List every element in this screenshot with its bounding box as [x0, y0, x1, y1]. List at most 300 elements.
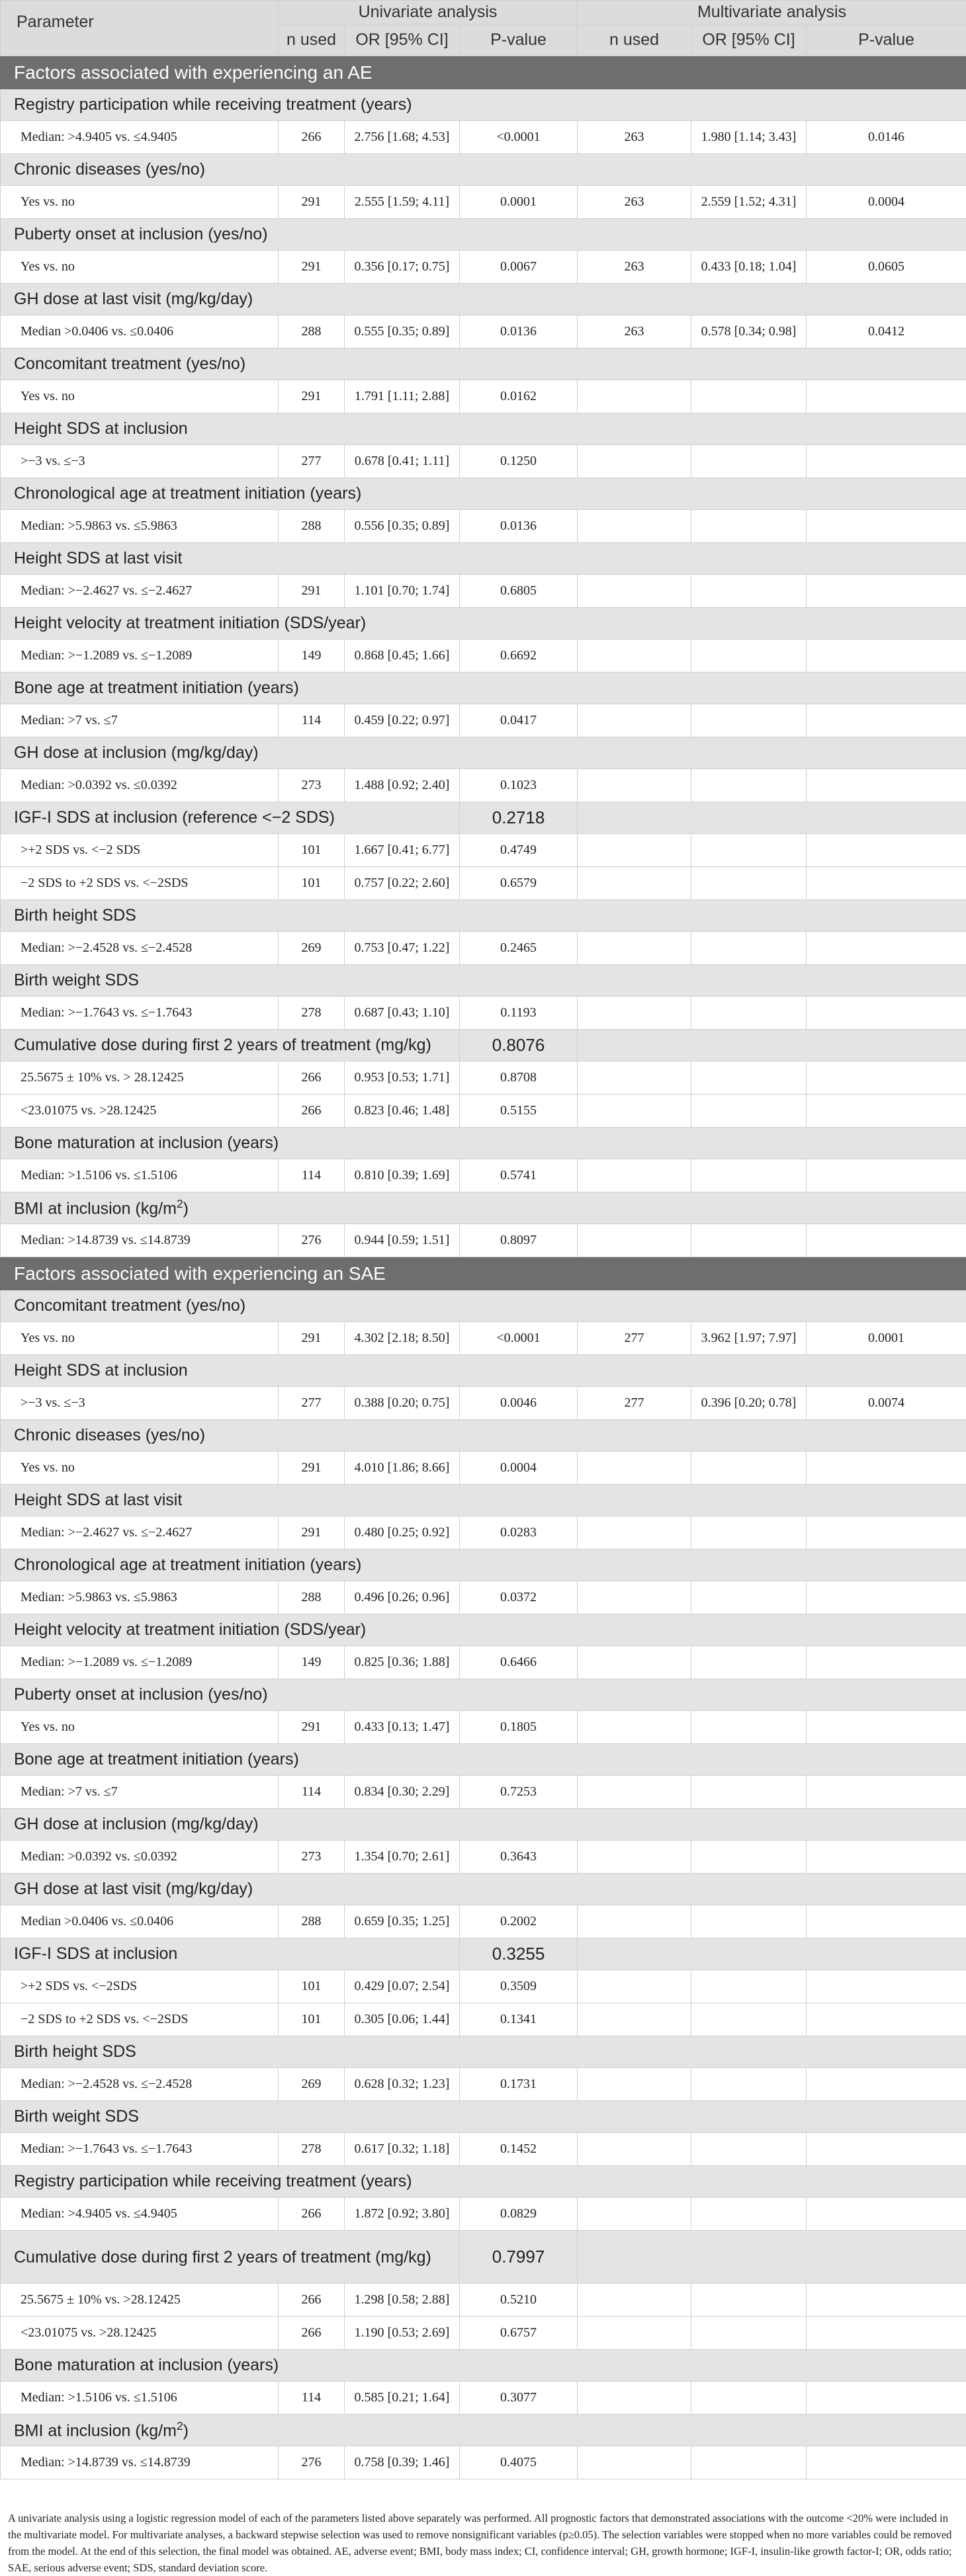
or-ci-cell: 0.305 [0.06; 1.44]: [345, 2003, 460, 2036]
n-used-cell: 101: [279, 2003, 345, 2036]
parameter-name: [1, 1355, 966, 1387]
multi-n-used-cell: [578, 510, 691, 543]
parameter-row: [1, 154, 966, 186]
parameter-row: [1, 1128, 966, 1159]
comparison-cell: Yes vs. no: [1, 251, 279, 284]
multi-or-ci-cell: [691, 2068, 807, 2101]
parameter-name: [1, 219, 966, 251]
multi-p-value-cell: 0.0146: [807, 121, 966, 154]
parameter-name: [1, 900, 966, 932]
multi-p-value-cell: [807, 1841, 966, 1874]
table-row: [1, 1061, 966, 1095]
multi-or-ci-cell: [691, 2133, 807, 2166]
comparison-cell: <23.01075 vs. >28.12425: [1, 1095, 279, 1128]
or-ci-cell: 1.488 [0.92; 2.40]: [345, 769, 460, 802]
multi-p-value-cell: [807, 1224, 966, 1257]
table-row: [1, 2446, 966, 2479]
parameter-row: [1, 1809, 966, 1841]
multi-or-ci-cell: [691, 1905, 807, 1938]
n-used-cell: 269: [279, 2068, 345, 2101]
or-ci-cell: 0.834 [0.30; 2.29]: [345, 1776, 460, 1809]
or-ci-cell: 0.753 [0.47; 1.22]: [345, 932, 460, 965]
multi-n-used-cell: 263: [578, 186, 691, 219]
multi-p-value-cell: [807, 704, 966, 737]
parameter-name-text: Height velocity at treatment initiation (SDS/year): [14, 614, 366, 632]
parameter-row: [1, 2036, 966, 2068]
parameter-name: [1, 673, 966, 704]
or-ci-cell: 0.953 [0.53; 1.71]: [345, 1061, 460, 1095]
parameter-name: [1, 2166, 966, 2198]
or-ci-cell: 2.555 [1.59; 4.11]: [345, 186, 460, 219]
table-row: [1, 251, 966, 284]
multi-n-used-cell: [578, 769, 691, 802]
multi-or-ci-cell: [691, 1970, 807, 2003]
multi-p-value-cell: [807, 1452, 966, 1485]
parameter-header: Parameter: [1, 1, 279, 56]
or-ci-cell: 1.101 [0.70; 1.74]: [345, 575, 460, 608]
n-used-cell: 291: [279, 1711, 345, 1744]
p-value-cell: 0.5741: [460, 1159, 578, 1192]
n-used-cell: 277: [279, 1387, 345, 1420]
multi-or-ci-cell: 0.433 [0.18; 1.04]: [691, 251, 807, 284]
multi-p-value-cell: [807, 1517, 966, 1550]
p-value-cell: 0.8097: [460, 1224, 578, 1257]
parameter-row: [1, 219, 966, 251]
p-value-cell: 0.6579: [460, 867, 578, 900]
header-row-groups: [1, 1, 966, 24]
parameter-name: [1, 478, 966, 510]
or-ci-cell: 0.388 [0.20; 0.75]: [345, 1387, 460, 1420]
multi-p-value-cell: [807, 1711, 966, 1744]
p-value-cell: 0.1731: [460, 2068, 578, 2101]
parameter-name-text: Height SDS at last visit: [14, 549, 182, 567]
p-value-cell: 0.6805: [460, 575, 578, 608]
multi-or-ci-cell: [691, 997, 807, 1030]
or-ci-cell: 1.354 [0.70; 2.61]: [345, 1841, 460, 1874]
p-value-cell: 0.6466: [460, 1646, 578, 1679]
parameter-name: [1, 2350, 966, 2382]
or-ci-cell: 0.480 [0.25; 0.92]: [345, 1517, 460, 1550]
parameter-name: [1, 543, 966, 575]
multi-or-ci-cell: [691, 1159, 807, 1192]
p-value-cell: 0.6692: [460, 640, 578, 673]
multi-n-used-cell: [578, 1646, 691, 1679]
parameter-row: [1, 737, 966, 769]
multi-or-ci-cell: [691, 2284, 807, 2317]
p-value-cell: 0.0829: [460, 2198, 578, 2231]
n-used-cell: 266: [279, 1061, 345, 1095]
parameter-row: [1, 608, 966, 640]
multi-or-ci-cell: [691, 2382, 807, 2415]
table-row: [1, 2198, 966, 2231]
multi-or-ci-cell: [691, 1581, 807, 1614]
or-ci-cell: 2.756 [1.68; 4.53]: [345, 121, 460, 154]
table-row: [1, 315, 966, 349]
n-used-cell: 101: [279, 867, 345, 900]
p-value-cell: 0.8708: [460, 1061, 578, 1095]
comparison-cell: −2 SDS to +2 SDS vs. <−2SDS: [1, 867, 279, 900]
table-row: [1, 1711, 966, 1744]
col-header-or-ci: OR [95% CI]: [691, 24, 807, 56]
parameter-name-text: BMI at inclusion (kg/m: [14, 1200, 177, 1218]
col-header-n-used: n used: [578, 24, 691, 56]
comparison-cell: Median: >14.8739 vs. ≤14.8739: [1, 1224, 279, 1257]
or-ci-cell: 4.302 [2.18; 8.50]: [345, 1322, 460, 1355]
comparison-cell: Median: >7 vs. ≤7: [1, 704, 279, 737]
multi-n-used-cell: [578, 1711, 691, 1744]
parameter-row: [1, 1938, 966, 1970]
multi-n-used-cell: [578, 704, 691, 737]
parameter-row: [1, 89, 966, 121]
n-used-cell: 278: [279, 997, 345, 1030]
comparison-cell: Median >0.0406 vs. ≤0.0406: [1, 1905, 279, 1938]
parameter-name-text: GH dose at inclusion (mg/kg/day): [14, 743, 259, 762]
multivariate-header: Multivariate analysis: [578, 1, 966, 24]
table-row: [1, 2003, 966, 2036]
table-row: [1, 1776, 966, 1809]
parameter-name: [1, 737, 966, 769]
parameter-name: [1, 1679, 966, 1711]
p-value-cell: 0.1193: [460, 997, 578, 1030]
table-row: [1, 1905, 966, 1938]
multi-or-ci-cell: [691, 932, 807, 965]
comparison-cell: Yes vs. no: [1, 1322, 279, 1355]
parameter-name: [1, 1938, 460, 1970]
multi-or-ci-cell: [691, 769, 807, 802]
table-row: [1, 834, 966, 867]
table-body: [1, 56, 966, 2479]
n-used-cell: 288: [279, 1581, 345, 1614]
n-used-cell: 278: [279, 2133, 345, 2166]
multi-p-value-cell: [807, 1581, 966, 1614]
table-row: [1, 2068, 966, 2101]
parameter-row: [1, 1420, 966, 1452]
parameter-name-text: Birth weight SDS: [14, 2107, 139, 2126]
empty-cell: [578, 802, 966, 834]
multi-or-ci-cell: [691, 510, 807, 543]
parameter-name-text: Puberty onset at inclusion (yes/no): [14, 1685, 268, 1704]
n-used-cell: 114: [279, 1776, 345, 1809]
parameter-name-text: Chronic diseases (yes/no): [14, 1426, 205, 1444]
multi-n-used-cell: [578, 640, 691, 673]
parameter-name-text: Bone age at treatment initiation (years): [14, 1750, 299, 1768]
or-ci-cell: 0.459 [0.22; 0.97]: [345, 704, 460, 737]
col-header-n-used: n used: [279, 24, 345, 56]
n-used-cell: 266: [279, 1095, 345, 1128]
multi-p-value-cell: [807, 2317, 966, 2350]
overall-p-value: 0.3255: [460, 1938, 578, 1970]
multi-or-ci-cell: [691, 1061, 807, 1095]
p-value-cell: 0.1805: [460, 1711, 578, 1744]
parameter-row: [1, 1192, 966, 1224]
parameter-name-text: IGF-I SDS at inclusion (reference <−2 SDS): [14, 808, 335, 827]
parameter-name-text: Bone maturation at inclusion (years): [14, 2356, 279, 2374]
parameter-name: [1, 89, 966, 121]
multi-p-value-cell: 0.0004: [807, 186, 966, 219]
parameter-name: [1, 413, 966, 445]
p-value-cell: <0.0001: [460, 1322, 578, 1355]
parameter-name-text: Chronological age at treatment initiation (years): [14, 484, 361, 503]
parameter-name: [1, 802, 460, 834]
parameter-name: [1, 1128, 966, 1159]
parameter-row: [1, 2101, 966, 2133]
multi-n-used-cell: 263: [578, 315, 691, 349]
parameter-name-text: Height SDS at last visit: [14, 1491, 182, 1509]
multi-p-value-cell: 0.0074: [807, 1387, 966, 1420]
or-ci-cell: 0.433 [0.13; 1.47]: [345, 1711, 460, 1744]
multi-or-ci-cell: 1.980 [1.14; 3.43]: [691, 121, 807, 154]
parameter-row: [1, 1614, 966, 1646]
multi-p-value-cell: [807, 2382, 966, 2415]
parameter-name-text: GH dose at inclusion (mg/kg/day): [14, 1815, 259, 1833]
table-row: [1, 121, 966, 154]
table-row: [1, 1322, 966, 1355]
multi-p-value-cell: [807, 2003, 966, 2036]
or-ci-cell: 0.825 [0.36; 1.88]: [345, 1646, 460, 1679]
table-row: [1, 380, 966, 413]
n-used-cell: 276: [279, 1224, 345, 1257]
table-row: [1, 1646, 966, 1679]
table-row: [1, 997, 966, 1030]
n-used-cell: 149: [279, 640, 345, 673]
n-used-cell: 114: [279, 1159, 345, 1192]
table-row: [1, 445, 966, 478]
overall-p-value: 0.8076: [460, 1030, 578, 1061]
table-row: [1, 932, 966, 965]
multi-p-value-cell: [807, 769, 966, 802]
multi-n-used-cell: [578, 1970, 691, 2003]
multi-n-used-cell: [578, 1905, 691, 1938]
n-used-cell: 101: [279, 834, 345, 867]
or-ci-cell: 0.810 [0.39; 1.69]: [345, 1159, 460, 1192]
parameter-name: [1, 2036, 966, 2068]
n-used-cell: 291: [279, 1322, 345, 1355]
multi-or-ci-cell: [691, 445, 807, 478]
multi-or-ci-cell: [691, 1224, 807, 1257]
parameter-row: [1, 2415, 966, 2446]
comparison-cell: Median >0.0406 vs. ≤0.0406: [1, 315, 279, 349]
multi-n-used-cell: [578, 997, 691, 1030]
comparison-cell: Median: >−2.4627 vs. ≤−2.4627: [1, 575, 279, 608]
comparison-cell: Median: >1.5106 vs. ≤1.5106: [1, 1159, 279, 1192]
comparison-cell: Median: >5.9863 vs. ≤5.9863: [1, 510, 279, 543]
multi-p-value-cell: [807, 867, 966, 900]
table-row: [1, 1159, 966, 1192]
multi-or-ci-cell: [691, 1452, 807, 1485]
n-used-cell: 114: [279, 704, 345, 737]
superscript: 2: [177, 2419, 183, 2432]
multi-p-value-cell: [807, 1646, 966, 1679]
table-row: [1, 1224, 966, 1257]
n-used-cell: 291: [279, 1452, 345, 1485]
comparison-cell: Median: >−1.2089 vs. ≤−1.2089: [1, 1646, 279, 1679]
multi-or-ci-cell: [691, 704, 807, 737]
comparison-cell: >+2 SDS vs. <−2 SDS: [1, 834, 279, 867]
multi-n-used-cell: [578, 1581, 691, 1614]
multi-p-value-cell: [807, 640, 966, 673]
parameter-row: [1, 543, 966, 575]
or-ci-cell: 0.823 [0.46; 1.48]: [345, 1095, 460, 1128]
col-header-p-value: P-value: [460, 24, 578, 56]
comparison-cell: Median: >4.9405 vs. ≤4.9405: [1, 121, 279, 154]
parameter-name-text: Concomitant treatment (yes/no): [14, 1296, 245, 1315]
multi-p-value-cell: [807, 1095, 966, 1128]
parameter-name-text: GH dose at last visit (mg/kg/day): [14, 1880, 253, 1898]
parameter-row: [1, 1744, 966, 1776]
multi-or-ci-cell: 0.578 [0.34; 0.98]: [691, 315, 807, 349]
parameter-row: [1, 284, 966, 315]
multi-n-used-cell: [578, 2317, 691, 2350]
comparison-cell: Median: >−2.4627 vs. ≤−2.4627: [1, 1517, 279, 1550]
multi-p-value-cell: [807, 2446, 966, 2479]
multi-or-ci-cell: [691, 1517, 807, 1550]
or-ci-cell: 0.356 [0.17; 0.75]: [345, 251, 460, 284]
multi-n-used-cell: [578, 1841, 691, 1874]
parameter-name-text: Puberty onset at inclusion (yes/no): [14, 225, 268, 243]
p-value-cell: 0.0283: [460, 1517, 578, 1550]
table-row: [1, 1581, 966, 1614]
parameter-row: [1, 965, 966, 997]
comparison-cell: Median: >7 vs. ≤7: [1, 1776, 279, 1809]
parameter-name-text: BMI at inclusion (kg/m: [14, 2422, 177, 2440]
multi-n-used-cell: 263: [578, 251, 691, 284]
multi-n-used-cell: [578, 2198, 691, 2231]
p-value-cell: 0.1452: [460, 2133, 578, 2166]
parameter-row: [1, 2166, 966, 2198]
parameter-name: [1, 1744, 966, 1776]
parameter-name-text: Birth height SDS: [14, 2042, 136, 2061]
table-row: [1, 704, 966, 737]
table-row: [1, 186, 966, 219]
p-value-cell: 0.1341: [460, 2003, 578, 2036]
p-value-cell: 0.0001: [460, 186, 578, 219]
or-ci-cell: 1.872 [0.92; 3.80]: [345, 2198, 460, 2231]
multi-p-value-cell: [807, 2068, 966, 2101]
n-used-cell: 291: [279, 186, 345, 219]
n-used-cell: 266: [279, 121, 345, 154]
multi-n-used-cell: 277: [578, 1322, 691, 1355]
p-value-cell: 0.7253: [460, 1776, 578, 1809]
parameter-name-text: Cumulative dose during first 2 years of treatment (mg/kg): [14, 1036, 431, 1054]
parameter-name: [1, 349, 966, 380]
p-value-cell: 0.0046: [460, 1387, 578, 1420]
parameter-name: [1, 284, 966, 315]
multi-p-value-cell: [807, 2284, 966, 2317]
parameter-name-text: Registry participation while receiving treatment (years): [14, 2172, 412, 2190]
table-row: [1, 1387, 966, 1420]
multi-p-value-cell: [807, 834, 966, 867]
comparison-cell: Median: >4.9405 vs. ≤4.9405: [1, 2198, 279, 2231]
multi-n-used-cell: [578, 1517, 691, 1550]
or-ci-cell: 0.678 [0.41; 1.11]: [345, 445, 460, 478]
comparison-cell: −2 SDS to +2 SDS vs. <−2SDS: [1, 2003, 279, 2036]
multi-n-used-cell: [578, 1061, 691, 1095]
parameter-row: [1, 2350, 966, 2382]
comparison-cell: Median: >0.0392 vs. ≤0.0392: [1, 1841, 279, 1874]
multi-or-ci-cell: [691, 2317, 807, 2350]
parameter-name-text: Chronic diseases (yes/no): [14, 160, 205, 179]
parameter-name: [1, 2101, 966, 2133]
parameter-row: [1, 1290, 966, 1322]
table-row: [1, 1841, 966, 1874]
table-row: [1, 575, 966, 608]
p-value-cell: 0.5155: [460, 1095, 578, 1128]
p-value-cell: 0.3077: [460, 2382, 578, 2415]
parameter-name: [1, 2231, 460, 2284]
table-row: [1, 1970, 966, 2003]
overall-p-value: 0.2718: [460, 802, 578, 834]
comparison-cell: >−3 vs. ≤−3: [1, 445, 279, 478]
p-value-cell: 0.0067: [460, 251, 578, 284]
n-used-cell: 273: [279, 1841, 345, 1874]
multi-or-ci-cell: [691, 834, 807, 867]
parameter-name-text: Concomitant treatment (yes/no): [14, 354, 245, 373]
multi-or-ci-cell: [691, 640, 807, 673]
multi-p-value-cell: [807, 1905, 966, 1938]
comparison-cell: Median: >−1.7643 vs. ≤−1.7643: [1, 997, 279, 1030]
n-used-cell: 269: [279, 932, 345, 965]
multi-or-ci-cell: [691, 867, 807, 900]
n-used-cell: 291: [279, 251, 345, 284]
multi-n-used-cell: [578, 2284, 691, 2317]
or-ci-cell: 0.556 [0.35; 0.89]: [345, 510, 460, 543]
multi-p-value-cell: [807, 1776, 966, 1809]
n-used-cell: 266: [279, 2317, 345, 2350]
table-row: [1, 510, 966, 543]
table-row: [1, 2317, 966, 2350]
comparison-cell: Median: >−2.4528 vs. ≤−2.4528: [1, 932, 279, 965]
n-used-cell: 288: [279, 315, 345, 349]
multi-n-used-cell: 263: [578, 121, 691, 154]
parameter-row: [1, 900, 966, 932]
multi-n-used-cell: [578, 1452, 691, 1485]
multi-n-used-cell: [578, 575, 691, 608]
parameter-name-text: Height velocity at treatment initiation (SDS/year): [14, 1620, 366, 1639]
overall-p-value: 0.7997: [460, 2231, 578, 2284]
comparison-cell: Median: >0.0392 vs. ≤0.0392: [1, 769, 279, 802]
multi-or-ci-cell: 3.962 [1.97; 7.97]: [691, 1322, 807, 1355]
or-ci-cell: 0.429 [0.07; 2.54]: [345, 1970, 460, 2003]
n-used-cell: 266: [279, 2284, 345, 2317]
parameter-row: [1, 478, 966, 510]
table-footnote: A univariate analysis using a logistic regression model of each of the parameters listed above separately was performed. All prognostic factors that demonstrated associations with the outcome <20% were included in the multivariate model. For multivariate analyses, a backward stepwise selection was used to remove nonsignificant variables (p≥0.05). The selection variables were stopped when no more variables could be removed from the model. At the end of this selection, the final model was obtained. AE, adverse event; BMI, body mass index; CI, confidence interval; GH, growth hormone; IGF-I, insulin-like growth factor-I; OR, odds ratio; SAE, serious adverse event; SDS, standard deviation score.: [8, 2510, 961, 2576]
multi-or-ci-cell: 2.559 [1.52; 4.31]: [691, 186, 807, 219]
comparison-cell: <23.01075 vs. >28.12425: [1, 2317, 279, 2350]
parameter-name-text: Height SDS at inclusion: [14, 419, 188, 438]
n-used-cell: 101: [279, 1970, 345, 2003]
p-value-cell: 0.2465: [460, 932, 578, 965]
p-value-cell: 0.0136: [460, 510, 578, 543]
parameter-name: [1, 608, 966, 640]
or-ci-cell: 0.496 [0.26; 0.96]: [345, 1581, 460, 1614]
section-title: Factors associated with experiencing an AE: [1, 56, 966, 89]
superscript: 2: [177, 1197, 183, 1210]
multi-n-used-cell: [578, 1095, 691, 1128]
multi-p-value-cell: [807, 1970, 966, 2003]
or-ci-cell: 0.628 [0.32; 1.23]: [345, 2068, 460, 2101]
comparison-cell: Median: >−1.7643 vs. ≤−1.7643: [1, 2133, 279, 2166]
or-ci-cell: 0.617 [0.32; 1.18]: [345, 2133, 460, 2166]
parameter-name-suffix: ): [183, 1200, 189, 1218]
or-ci-cell: 0.555 [0.35; 0.89]: [345, 315, 460, 349]
table-row: [1, 1452, 966, 1485]
or-ci-cell: 1.298 [0.58; 2.88]: [345, 2284, 460, 2317]
table-row: [1, 769, 966, 802]
or-ci-cell: 0.758 [0.39; 1.46]: [345, 2446, 460, 2479]
parameter-name: [1, 2415, 966, 2446]
multi-n-used-cell: 277: [578, 1387, 691, 1420]
comparison-cell: 25.5675 ± 10% vs. >28.12425: [1, 2284, 279, 2317]
